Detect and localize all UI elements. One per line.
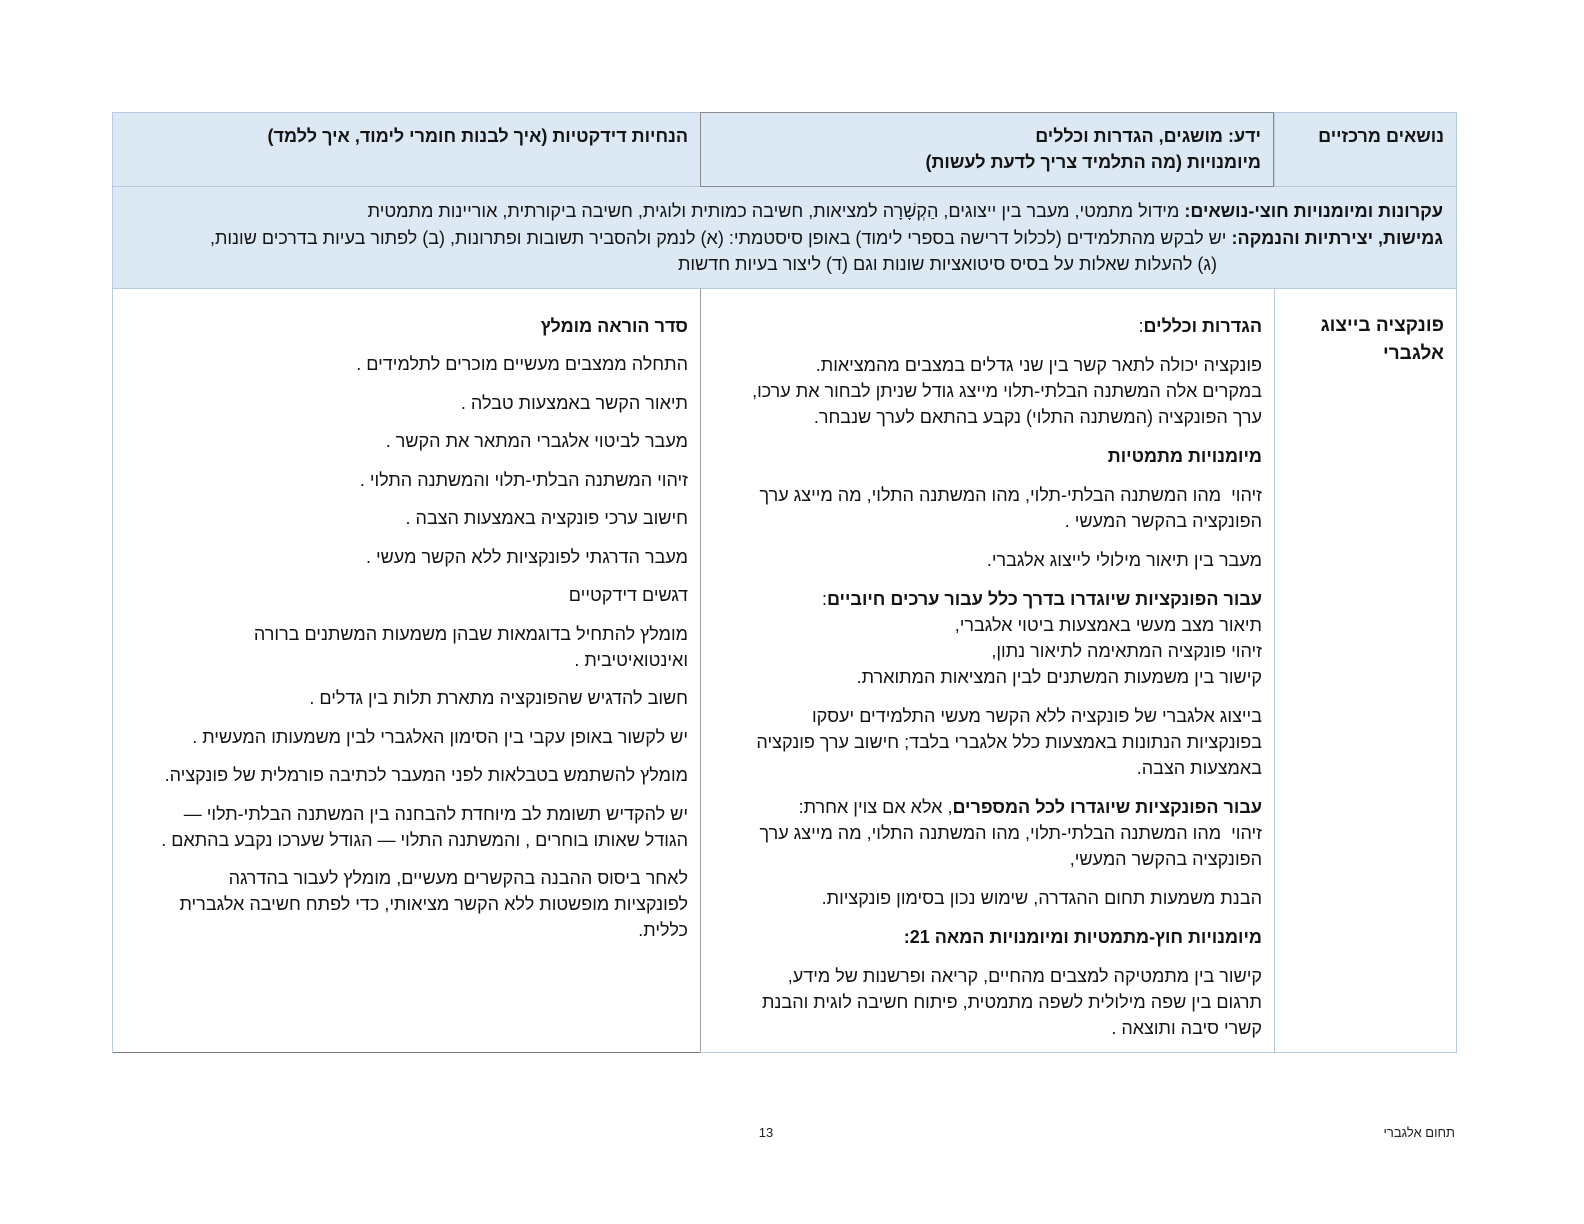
text-line: תרגום בין שפה מילולית לשפה מתמטית, פיתוח חשיבה לוגית והבנת [761,991,1262,1012]
all-numbers-heading [713,794,1262,820]
text-line: קישור בין מתמטיקה למצבים מהחיים, קריאה ופרשנות של מידע, [787,965,1262,986]
text-line: ואינטואיטיבית . [574,649,688,670]
emphases-title: דגשים דידקטיים [568,585,688,605]
header-didactic-cell [113,113,700,187]
text-line: פונקציה יכולה לתאר קשר בין שני גדלים במצבים מהמציאות. [815,354,1262,375]
text-line: זיהוי מהו המשתנה הבלתי-תלוי, מהו המשתנה התלוי, מה מייצג ערך [759,484,1262,505]
domain-line: הבנת משמעות תחום ההגדרה, שימוש נכון בסימון פונקציות. [821,887,1262,908]
flexibility-label: גמישות, יצירתיות והנמקה: [1231,227,1443,248]
definitions-paragraph [713,352,1262,430]
emphasis-item: יש לקשור באופן עקבי בין הסימון האלגברי לבין משמעותו המעשית . [192,726,688,747]
teaching-step: תיאור הקשר באמצעות טבלה . [460,392,688,413]
text-line: בפונקציות הנתונות באמצעות כלל אלגברי בלבד; חישוב ערך פונקציה [756,731,1262,752]
definitions-heading [713,313,1262,339]
text-line: קישור בין משמעות המשתנים לבין המציאות המתוארת. [856,666,1262,687]
header-didactic-label: הנחיות דידקטיות (איך לבנות חומרי לימוד, איך ללמד) [267,126,688,146]
flexibility-line [126,225,1443,252]
teaching-step: התחלה ממצבים מעשיים מוכרים לתלמידים . [356,354,688,374]
positive-values-colon: : [821,588,827,609]
cross-topic-text: מידול מתמטי, מעבר בין ייצוגים, הַקְשָׁרָה למציאות, חשיבה כמותית ולוגית, חשיבה ביקורתית, אוריינות מתמטית [367,201,1180,221]
header-topics-cell [1274,113,1456,187]
footer-section-name: תחום אלגברי [1383,1125,1455,1140]
text-line: מומלץ להתחיל בדוגמאות שבהן משמעות המשתנים ברורה [253,623,688,644]
all-numbers-suffix: , אלא אם צוין אחרת: [798,796,953,817]
text-line: ערך הפונקציה (המשתנה התלוי) נקבע בהתאם לערך שנבחר. [813,406,1262,427]
emphasis-item [125,801,688,853]
emphasis-item [125,621,688,673]
abstract-paragraph [713,703,1262,781]
text-line: הפונקציה בהקשר המעשי . [1064,510,1262,531]
extra-skills-paragraph [713,963,1262,1041]
extra-skills-title: מיומנויות חוץ-מתמטיות ומיומנויות המאה 21: [903,926,1262,947]
definitions-title: הגדרות וכללים [1143,315,1262,336]
all-numbers-block [713,794,1262,872]
text-line: יש להקדיש תשומת לב מיוחדת להבחנה בין המשתנה הבלתי-תלוי — [183,803,688,824]
header-knowledge-cell [700,112,1274,187]
text-line: זיהוי מהו המשתנה הבלתי-תלוי, מהו המשתנה התלוי, מה מייצג ערך [759,822,1262,843]
identify-paragraph [713,482,1262,534]
teaching-step: חישוב ערכי פונקציה באמצעות הצבה . [405,508,688,528]
topic-cell [1274,289,1456,1052]
didactic-cell [113,289,700,1053]
emphasis-item: חשוב להדגיש שהפונקציה מתארת תלות בין גדלים . [309,688,688,708]
text-line: לאחר ביסוס ההבנה בהקשרים מעשיים, מומלץ לעבור בהדרגה [228,868,688,888]
footer-page-number: 13 [758,1125,774,1140]
text-line: תיאור מצב מעשי באמצעות ביטוי אלגברי, [954,614,1262,635]
topic-title: פונקציה בייצוג אלגברי [1315,314,1444,364]
emphasis-item [125,865,688,943]
verbal-to-algebraic: מעבר בין תיאור מילולי לייצוג אלגברי. [986,549,1262,570]
header-knowledge-title: ידע: מושגים, הגדרות וכללים [1035,126,1261,146]
text-line: במקרים אלה המשתנה הבלתי-תלוי מייצג גודל שניתן לבחור את ערכו, [752,380,1262,401]
teaching-step: מעבר הדרגתי לפונקציות ללא הקשר מעשי . [365,546,688,567]
text-line: לפונקציות מופשטות ללא הקשר מציאותי, כדי לפתח חשיבה אלגברית [179,894,688,914]
text-line: בייצוג אלגברי של פונקציה ללא הקשר מעשי התלמידים יעסקו [811,705,1262,726]
text-line: קשרי סיבה ותוצאה . [1111,1017,1262,1038]
cross-topic-line [126,198,1443,225]
principles-row [113,187,1456,289]
emphasis-item: מומלץ להשתמש בטבלאות לפני המעבר לכתיבה פורמלית של פונקציה. [164,765,688,785]
positive-values-title: עבור הפונקציות שיוגדרו בדרך כלל עבור ערכים חיוביים [826,588,1262,609]
teaching-order-title: סדר הוראה מומלץ [540,315,688,336]
knowledge-cell [700,289,1274,1052]
text-line: הפונקציה בהקשר המעשי, [1069,848,1262,869]
definitions-colon: : [1138,315,1144,336]
positive-values-block [713,586,1262,690]
cross-topic-label: עקרונות ומיומנויות חוצי-נושאים: [1184,201,1443,221]
teaching-step: זיהוי המשתנה הבלתי-תלוי והמשתנה התלוי . [359,469,688,490]
text-line: כללית. [638,920,688,940]
all-numbers-title: עבור הפונקציות שיוגדרו לכל המספרים [952,796,1262,817]
math-skills-title: מיומנויות מתמטיות [1107,445,1262,466]
flexibility-text: יש לבקש מהתלמידים (לכלול דרישה בספרי לימוד) באופן סיסטמתי: (א) לנמק ולהסביר תשובות ופתרונות, (ב) לפתור בעיות בדרכים שונות, [209,227,1227,248]
flexibility-continuation: (ג) להעלות שאלות על בסיס סיטואציות שונות וגם (ד) ליצור בעיות חדשות [677,254,1217,274]
curriculum-table [112,112,1457,1053]
positive-values-heading [713,586,1262,612]
text-line: זיהוי פונקציה המתאימה לתיאור נתון, [991,640,1262,661]
header-topics-label: נושאים מרכזיים [1318,126,1444,146]
text-line: הגודל שאותו בוחרים , והמשתנה התלוי — הגודל שערכו נקבע בהתאם . [161,829,688,850]
teaching-step: מעבר לביטוי אלגברי המתאר את הקשר . [385,431,688,451]
header-skills-title: מיומנויות (מה התלמיד צריך לדעת לעשות) [925,152,1261,172]
text-line: באמצעות הצבה. [1136,757,1262,778]
